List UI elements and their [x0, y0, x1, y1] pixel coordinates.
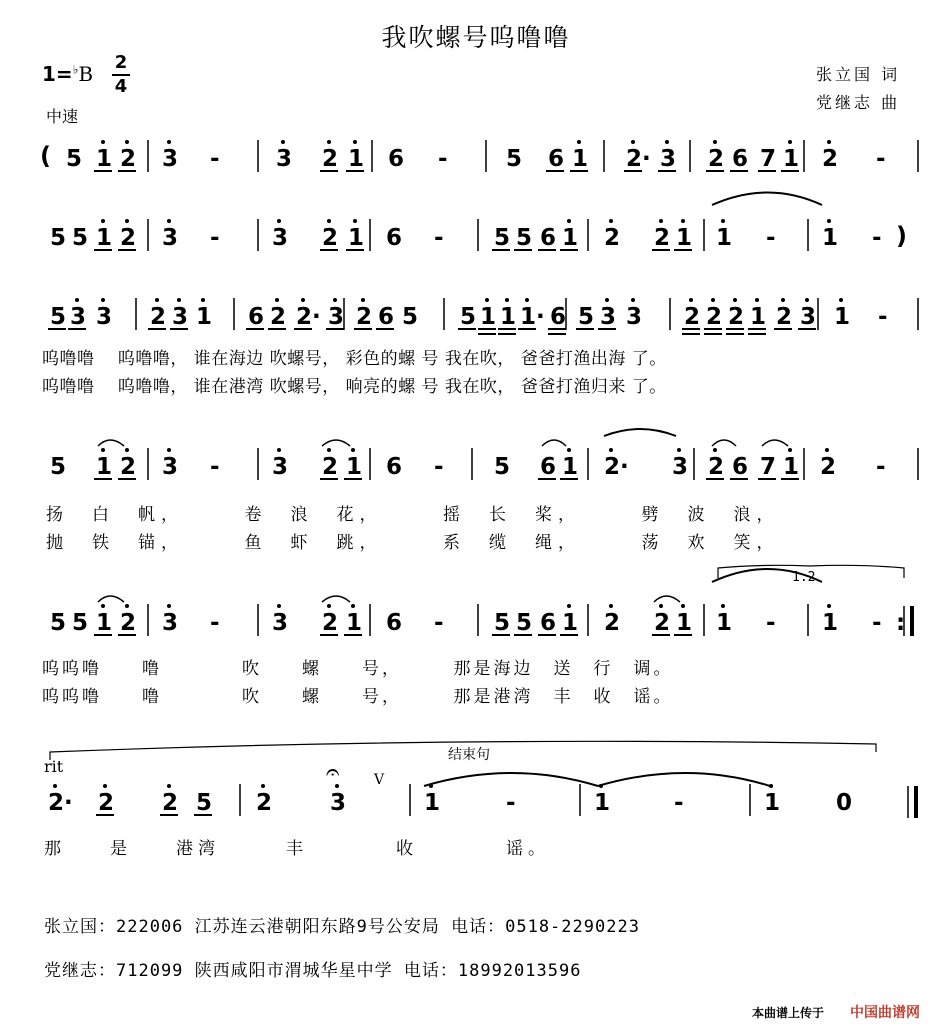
- note: 1: [96, 225, 113, 251]
- note: 2: [162, 790, 179, 816]
- note: 5: [50, 304, 67, 330]
- octave-dot: [609, 219, 613, 223]
- octave-dot: [301, 298, 305, 302]
- octave-dot: [677, 448, 681, 452]
- note: 2: [604, 225, 621, 251]
- octave-dot: [609, 604, 613, 608]
- note: 1: [562, 454, 579, 480]
- dash-note: -: [210, 225, 220, 251]
- note: 3: [272, 610, 289, 636]
- octave-dot: [101, 448, 105, 452]
- note: 2: [120, 454, 137, 480]
- note: 1: [834, 304, 851, 330]
- note: 1: [346, 454, 363, 480]
- octave-dot: [167, 219, 171, 223]
- octave-dot: [827, 140, 831, 144]
- octave-dot: [327, 219, 331, 223]
- note: 2: [654, 225, 671, 251]
- flat-sign: ♭: [72, 62, 79, 77]
- note: 6: [378, 304, 395, 330]
- note: 6: [732, 454, 749, 480]
- octave-dot: [827, 604, 831, 608]
- dash-note: -: [766, 610, 776, 636]
- dash-note: -: [506, 790, 516, 816]
- octave-dot: [275, 298, 279, 302]
- note: 1: [348, 225, 365, 251]
- key-note: B: [78, 62, 94, 86]
- note: 3: [330, 790, 347, 816]
- note: 1: [676, 610, 693, 636]
- lyrics-line4-verse1: 扬 白 帆， 卷 浪 花， 摇 长 桨， 劈 波 浪，: [46, 505, 780, 525]
- note: 6: [548, 146, 565, 172]
- note: 5: [578, 304, 595, 330]
- note: 2: [120, 610, 137, 636]
- note: 5: [72, 225, 89, 251]
- octave-dot: [327, 448, 331, 452]
- time-numerator: 2: [114, 52, 128, 73]
- uploader-text: 本曲谱上传于: [752, 1006, 825, 1020]
- dash-note: -: [434, 454, 444, 480]
- note: 6: [388, 146, 405, 172]
- octave-dot: [577, 140, 581, 144]
- note: 3: [96, 304, 113, 330]
- note: 0: [836, 790, 853, 816]
- octave-dot: [825, 448, 829, 452]
- intro-paren-open: (: [40, 142, 51, 170]
- note: 2: [654, 610, 671, 636]
- rit-marking: rit: [44, 757, 64, 776]
- dash-note: -: [210, 146, 220, 172]
- breath-mark: V: [374, 772, 385, 788]
- note: 1: [96, 146, 113, 172]
- octave-dot: [281, 140, 285, 144]
- note: 1: [196, 304, 213, 330]
- octave-dot: [75, 298, 79, 302]
- note: 3: [626, 304, 643, 330]
- octave-dot: [125, 140, 129, 144]
- octave-dot: [827, 219, 831, 223]
- octave-dot: [609, 448, 613, 452]
- page-title: 我吹螺号呜噜噜: [381, 23, 571, 52]
- note: 1: [562, 225, 579, 251]
- note: 6: [540, 225, 557, 251]
- dash-note: -: [876, 146, 886, 172]
- note: 6: [386, 225, 403, 251]
- note: 2: [708, 454, 725, 480]
- note: 1: [572, 146, 589, 172]
- note: 2·: [48, 790, 73, 816]
- note: 2: [322, 146, 339, 172]
- note: 1: [500, 304, 517, 330]
- intro-paren-close: ): [896, 222, 907, 250]
- notes-layer: [48, 140, 918, 816]
- octave-dot: [167, 140, 171, 144]
- note: 5: [494, 225, 511, 251]
- note: 2: [822, 146, 839, 172]
- octave-dot: [755, 298, 759, 302]
- octave-dot: [839, 298, 843, 302]
- note: 3: [70, 304, 87, 330]
- note: 7: [760, 146, 777, 172]
- dash-note: -: [766, 225, 776, 251]
- octave-dot: [713, 140, 717, 144]
- note: 7: [760, 454, 777, 480]
- note: 3: [328, 304, 345, 330]
- footer-contact-composer: 党继志：712099 陕西咸阳市渭城华星中学 电话：18992013596: [44, 961, 582, 981]
- note: 1: [716, 225, 733, 251]
- note: 5: [494, 610, 511, 636]
- note: 1: [783, 146, 800, 172]
- lyrics-line6: 那 是 港湾 丰 收 谣。: [44, 839, 550, 859]
- tie-coda-2: [598, 773, 770, 786]
- note: 1: [424, 790, 441, 816]
- dash-note: -: [876, 454, 886, 480]
- octave-dot: [125, 448, 129, 452]
- lyrics-line3-verse1: 呜噜噜 呜噜噜， 谁在海边 吹螺号， 彩色的螺 号 我在吹， 爸爸打渔出海 了。: [42, 349, 667, 369]
- note: 3: [162, 225, 179, 251]
- octave-dot: [681, 219, 685, 223]
- octave-dot: [351, 604, 355, 608]
- footer-contact-lyricist: 张立国：222006 江苏连云港朝阳东路9号公安局 电话：0518-2290223: [44, 917, 640, 937]
- octave-dot: [353, 140, 357, 144]
- octave-dot: [155, 298, 159, 302]
- note: 1: [480, 304, 497, 330]
- key-prefix: 1=: [42, 62, 73, 86]
- note: 1: [562, 610, 579, 636]
- note: 6: [732, 146, 749, 172]
- octave-dot: [277, 604, 281, 608]
- tempo-marking: 中速: [46, 107, 79, 126]
- octave-dot: [805, 298, 809, 302]
- note: 2: [270, 304, 287, 330]
- octave-dot: [631, 140, 635, 144]
- note: 5: [50, 610, 67, 636]
- note: 3: [172, 304, 189, 330]
- dash-note: -: [872, 225, 882, 251]
- note: 5: [50, 225, 67, 251]
- note: 5: [72, 610, 89, 636]
- octave-dot: [125, 219, 129, 223]
- octave-dot: [101, 140, 105, 144]
- note: 1: [594, 790, 611, 816]
- note: 2·: [296, 304, 321, 330]
- note: 2: [356, 304, 373, 330]
- note: 1: [676, 225, 693, 251]
- octave-dot: [689, 298, 693, 302]
- octave-dot: [125, 604, 129, 608]
- coda-label: 结束句: [448, 747, 490, 763]
- note: 2: [256, 790, 273, 816]
- note: 3: [162, 146, 179, 172]
- octave-dot: [567, 448, 571, 452]
- octave-dot: [713, 448, 717, 452]
- dash-note: -: [434, 610, 444, 636]
- octave-dot: [103, 784, 107, 788]
- octave-dot: [361, 298, 365, 302]
- octave-dot: [665, 140, 669, 144]
- note: 5: [506, 146, 523, 172]
- note: 2·: [626, 146, 651, 172]
- lyrics-line5-verse2: 呜呜噜 噜 吹 螺 号， 那是港湾 丰 收 谣。: [42, 687, 674, 707]
- note: 2: [820, 454, 837, 480]
- note: 6: [550, 304, 567, 330]
- dash-note: -: [878, 304, 888, 330]
- octave-dot: [333, 298, 337, 302]
- octave-dot: [327, 140, 331, 144]
- note: 5: [494, 454, 511, 480]
- octave-dot: [353, 219, 357, 223]
- octave-dot: [351, 448, 355, 452]
- note: 2: [322, 454, 339, 480]
- octave-dot: [101, 219, 105, 223]
- note: 3: [162, 610, 179, 636]
- octave-dot: [505, 298, 509, 302]
- note: 1: [346, 610, 363, 636]
- note: 6: [540, 610, 557, 636]
- note: 2: [706, 304, 723, 330]
- note: 3: [162, 454, 179, 480]
- note: 2: [150, 304, 167, 330]
- dash-note: -: [434, 225, 444, 251]
- note: 3: [672, 454, 689, 480]
- note: 3: [272, 225, 289, 251]
- octave-dot: [53, 784, 57, 788]
- note: 2: [322, 225, 339, 251]
- octave-dot: [101, 298, 105, 302]
- note: 1: [96, 454, 113, 480]
- note: 2: [708, 146, 725, 172]
- note: 1: [750, 304, 767, 330]
- dash-note: -: [674, 790, 684, 816]
- octave-dot: [525, 298, 529, 302]
- note: 3: [600, 304, 617, 330]
- octave-dot: [659, 219, 663, 223]
- octave-dot: [277, 448, 281, 452]
- octave-dot: [733, 298, 737, 302]
- note: 5: [66, 146, 83, 172]
- note: 2: [604, 610, 621, 636]
- octave-dot: [721, 219, 725, 223]
- octave-dot: [167, 784, 171, 788]
- note: 1: [783, 454, 800, 480]
- lyrics-line5-verse1: 呜呜噜 噜 吹 螺 号， 那是海边 送 行 调。: [42, 659, 674, 679]
- note: 3: [276, 146, 293, 172]
- note: 3: [660, 146, 677, 172]
- lyrics-line3-verse2: 呜噜噜 呜噜噜， 谁在港湾 吹螺号， 响亮的螺 号 我在吹， 爸爸打渔归来 了。: [42, 377, 667, 397]
- lyrics-line4-verse2: 抛 铁 锚， 鱼 虾 跳， 系 缆 绳， 荡 欢 笑，: [46, 533, 780, 553]
- octave-dot: [631, 298, 635, 302]
- note: 1: [822, 610, 839, 636]
- note: 6: [386, 454, 403, 480]
- octave-dot: [101, 604, 105, 608]
- dash-note: -: [438, 146, 448, 172]
- dash-note: -: [872, 610, 882, 636]
- note: 1: [96, 610, 113, 636]
- note: 5: [402, 304, 419, 330]
- octave-dot: [605, 298, 609, 302]
- octave-dot: [201, 298, 205, 302]
- note: 2: [322, 610, 339, 636]
- octave-dot: [485, 298, 489, 302]
- octave-dot: [327, 604, 331, 608]
- note: 2: [684, 304, 701, 330]
- octave-dot: [721, 604, 725, 608]
- octave-dot: [788, 448, 792, 452]
- tie-coda-1: [424, 773, 598, 786]
- note: 2: [120, 146, 137, 172]
- dash-note: -: [210, 454, 220, 480]
- note: 2: [120, 225, 137, 251]
- note: :: [896, 610, 906, 636]
- note: 6: [540, 454, 557, 480]
- octave-dot: [167, 448, 171, 452]
- note: 5: [460, 304, 477, 330]
- note: 2·: [604, 454, 629, 480]
- note: 3: [272, 454, 289, 480]
- lyricist-credit: 张立国 词: [816, 65, 901, 84]
- note: 5: [516, 610, 533, 636]
- note: 5: [516, 225, 533, 251]
- octave-dot: [681, 604, 685, 608]
- note: 2: [728, 304, 745, 330]
- slur-line4: [604, 429, 676, 436]
- note: 6: [248, 304, 265, 330]
- note: 1: [764, 790, 781, 816]
- octave-dot: [659, 604, 663, 608]
- note: 2: [98, 790, 115, 816]
- note: 5: [196, 790, 213, 816]
- site-logo: 中国曲谱网: [850, 1005, 920, 1021]
- note: 6: [386, 610, 403, 636]
- octave-dot: [167, 604, 171, 608]
- octave-dot: [567, 219, 571, 223]
- note: 3: [800, 304, 817, 330]
- composer-credit: 党继志 曲: [816, 93, 901, 112]
- octave-dot: [261, 784, 265, 788]
- octave-dot: [788, 140, 792, 144]
- tie-line2: [712, 193, 822, 206]
- note: 2: [776, 304, 793, 330]
- fermata-icon: 𝄐: [326, 758, 340, 786]
- octave-dot: [277, 219, 281, 223]
- note: 5: [50, 454, 67, 480]
- note: 1: [822, 225, 839, 251]
- octave-dot: [781, 298, 785, 302]
- note: 1·: [520, 304, 545, 330]
- time-denominator: 4: [114, 76, 128, 97]
- dash-note: -: [210, 610, 220, 636]
- octave-dot: [567, 604, 571, 608]
- octave-dot: [711, 298, 715, 302]
- note: 1: [348, 146, 365, 172]
- octave-dot: [177, 298, 181, 302]
- note: 1: [716, 610, 733, 636]
- ending-label: 1.2: [792, 570, 816, 585]
